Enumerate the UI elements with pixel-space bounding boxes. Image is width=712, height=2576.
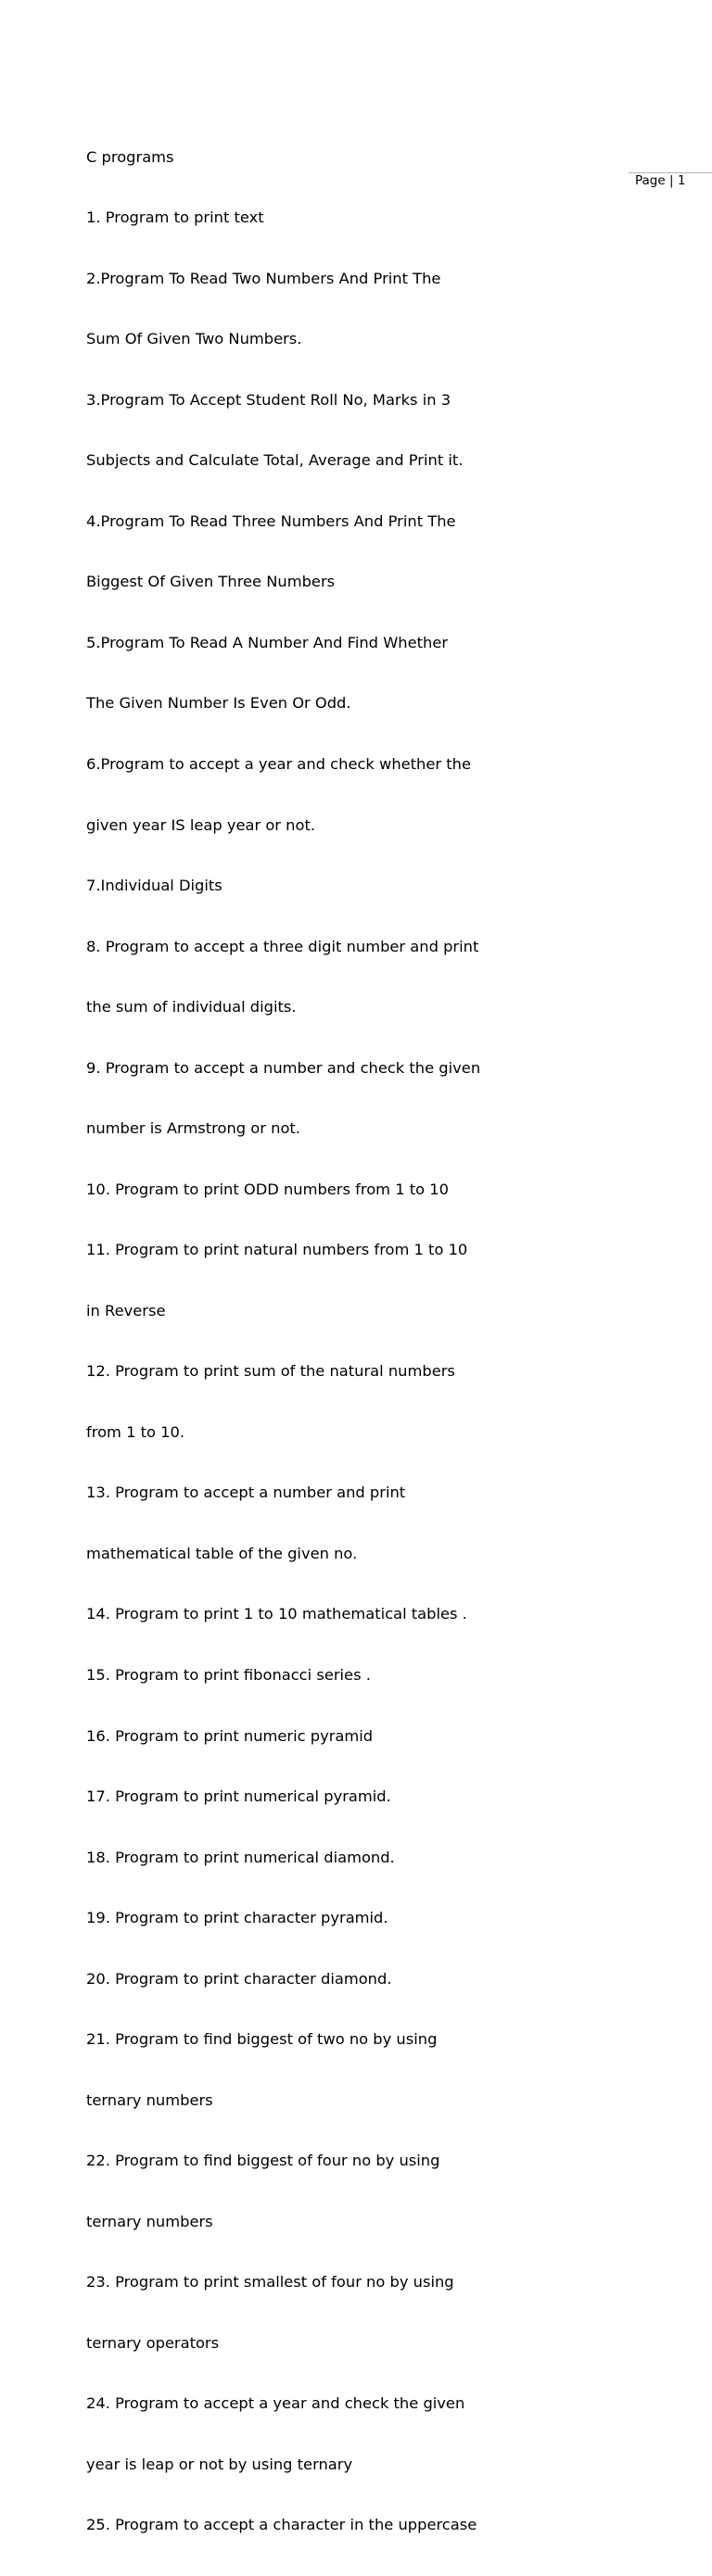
document-body: [86, 107, 531, 2576]
document-line: 19. Program to print character pyramid.: [86, 1909, 388, 1927]
document-line: 10. Program to print ODD numbers from 1 to 10: [86, 1180, 449, 1198]
document-line: 5.Program To Read A Number And Find Whether: [86, 633, 449, 651]
document-line: 9. Program to accept a number and check the given: [86, 1058, 481, 1077]
document-line: Subjects and Calculate Total, Average and Print it.: [86, 451, 464, 470]
document-line: The Given Number Is Even Or Odd.: [86, 694, 351, 713]
document-line: year is leap or not by using ternary: [86, 2455, 353, 2473]
document-line: 11. Program to print natural numbers from 1 to 10: [86, 1241, 468, 1259]
document-line: 7.Individual Digits: [86, 877, 222, 895]
document-line: 2.Program To Read Two Numbers And Print The: [86, 269, 441, 287]
document-line: ternary operators: [86, 2333, 220, 2352]
document-line: 23. Program to print smallest of four no by using: [86, 2273, 454, 2292]
document-line: ternary numbers: [86, 2090, 213, 2109]
document-line: 16. Program to print numeric pyramid: [86, 1726, 374, 1745]
document-line: 25. Program to accept a character in the uppercase: [86, 2516, 477, 2534]
document-line: number is Armstrong or not.: [86, 1119, 300, 1138]
page-number: [629, 172, 712, 188]
document-line: 15. Program to print fibonacci series .: [86, 1665, 371, 1684]
document-line: Biggest Of Given Three Numbers: [86, 573, 336, 591]
document-line: 21. Program to find biggest of two no by using: [86, 2030, 438, 2049]
document-line: 13. Program to accept a number and print: [86, 1484, 406, 1502]
document-line: 3.Program To Accept Student Roll No, Marks in 3: [86, 390, 451, 409]
document-line: 6.Program to accept a year and check whether the: [86, 755, 471, 773]
document-line: 1. Program to print text: [86, 208, 264, 227]
document-line: 14. Program to print 1 to 10 mathematical tables .: [86, 1605, 467, 1623]
document-line: given year IS leap year or not.: [86, 815, 316, 834]
document-line: 22. Program to find biggest of four no by using: [86, 2152, 440, 2170]
document-line: C programs: [86, 147, 174, 166]
document-line: mathematical table of the given no.: [86, 1544, 358, 1562]
page-number-label: Page | 1: [635, 173, 686, 188]
document-line: 24. Program to accept a year and check the given: [86, 2394, 465, 2413]
document-line: in Reverse: [86, 1301, 166, 1320]
document-line: 8. Program to accept a three digit number and print: [86, 937, 479, 955]
document-line: 20. Program to print character diamond.: [86, 1969, 392, 1988]
document-line: 4.Program To Read Three Numbers And Print The: [86, 511, 456, 530]
document-line: 17. Program to print numerical pyramid.: [86, 1787, 391, 1806]
document-line: 12. Program to print sum of the natural numbers: [86, 1362, 455, 1381]
document-line: ternary numbers: [86, 2212, 213, 2230]
document-line: from 1 to 10.: [86, 1422, 185, 1441]
document-line: Sum Of Given Two Numbers.: [86, 330, 302, 348]
document-line: the sum of individual digits.: [86, 998, 297, 1017]
document-line: 18. Program to print numerical diamond.: [86, 1848, 395, 1866]
